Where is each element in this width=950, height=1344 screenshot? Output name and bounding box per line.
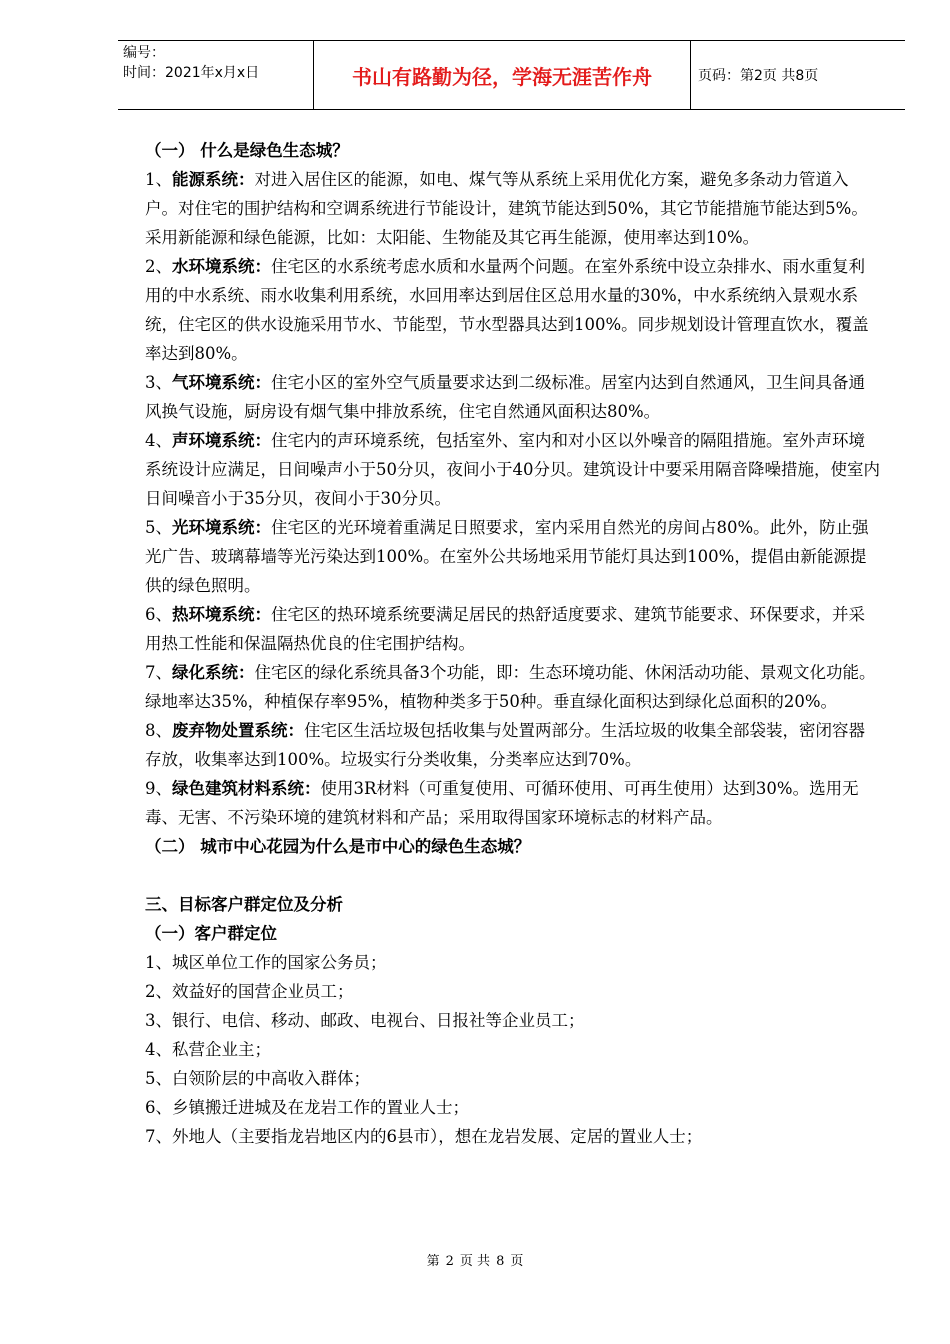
document-body [145,136,880,1151]
item-term: 绿化系统： [172,663,255,682]
page-number: 2 [445,1254,454,1269]
list-item: 5、光环境系统：住宅区的光环境着重满足日照要求，室内采用自然光的房间占80%。此外，防止强光广告、玻璃幕墙等光污染达到100%。在室外公共场地采用节能灯具达到100%，提倡由新能源提供的绿色照明。 [145,518,869,595]
list-item: 1、城区单位工作的国家公务员； [145,953,387,972]
header-motto: 书山有路勤为径，学海无涯苦作舟 [313,41,691,109]
list-item: 4、声环境系统：住宅内的声环境系统，包括室外、室内和对小区以外噪音的隔阻措施。室外声环境系统设计应满足，日间噪声小于50分贝，夜间小于40分贝。建筑设计中要采用隔音降噪措施，使室内日间噪音小于35分贝，夜间小于30分贝。 [145,431,880,508]
list-item: 4、私营企业主； [145,1040,271,1059]
item-term: 气环境系统： [172,373,271,392]
item-term: 热环境系统： [172,605,271,624]
list-item: 7、绿化系统：住宅区的绿化系统具备3个功能，即：生态环境功能、休闲活动功能、景观文化功能。绿地率达35%，种植保存率95%，植物种类多于50种。垂直绿化面积达到绿化总面积的20%。 [145,663,876,711]
list-item: 7、外地人（主要指龙岩地区内的6县市），想在龙岩发展、定居的置业人士； [145,1127,703,1146]
page-header [118,40,905,110]
page-total: 8 [496,1254,505,1269]
list-item: 1、能源系统：对进入居住区的能源，如电、煤气等从系统上采用优化方案，避免多条动力管道入户。对住宅的围护结构和空调系统进行节能设计，建筑节能达到50%，其它节能措施节能达到5%。采用新能源和绿色能源，比如：太阳能、生物能及其它再生能源，使用率达到10%。 [145,170,868,247]
item-term: 声环境系统： [172,431,271,450]
number-label: 编号： [123,45,165,61]
list-item: 5、白领阶层的中高收入群体； [145,1069,370,1088]
item-term: 废弃物处置系统： [172,721,304,740]
item-term: 能源系统： [172,170,255,189]
page-footer: 第 2 页 共 8 页 [426,1254,524,1269]
item-term: 绿色建筑材料系统： [172,779,321,798]
chapter-title: 三、目标客户群定位及分析 [145,895,343,914]
list-item: 9、绿色建筑材料系统：使用3R材料（可重复使用、可循环使用、可再生使用）达到30%。选用无毒、无害、不污染环境的建筑材料和产品；采用取得国家环境标志的材料产品。 [145,779,859,827]
section-title: （一）客户群定位 [145,924,277,943]
list-item: 2、水环境系统：住宅区的水系统考虑水质和水量两个问题。在室外系统中设立杂排水、雨水重复利用的中水系统、雨水收集利用系统，水回用率达到居住区总用水量的30%，中水系统纳入景观水系统，住宅区的供水设施采用节水、节能型，节水型器具达到100%。同步规划设计管理直饮水，覆盖率达到80%。 [145,257,869,363]
section-title: （二） 城市中心花园为什么是市中心的绿色生态城？ [145,837,531,856]
spacer [145,861,880,890]
list-item: 2、效益好的国营企业员工； [145,982,354,1001]
item-term: 光环境系统： [172,518,271,537]
list-item: 8、废弃物处置系统：住宅区生活垃圾包括收集与处置两部分。生活垃圾的收集全部袋装，密闭容器存放，收集率达到100%。垃圾实行分类收集，分类率应达到70%。 [145,721,865,769]
list-item: 6、热环境系统：住宅区的热环境系统要满足居民的热舒适度要求、建筑节能要求、环保要求，并采用热工性能和保温隔热优良的住宅围护结构。 [145,605,865,653]
list-item: 3、银行、电信、移动、邮政、电视台、日报社等企业员工； [145,1011,585,1030]
list-item: 3、气环境系统：住宅小区的室外空气质量要求达到二级标准。居室内达到自然通风，卫生间具备通风换气设施，厨房设有烟气集中排放系统，住宅自然通风面积达80%。 [145,373,865,421]
item-term: 水环境系统： [172,257,271,276]
header-page-label: 页码：第2页 共8页 [698,68,819,84]
section-title: （一） 什么是绿色生态城？ [145,141,349,160]
header-meta [118,41,313,109]
time-label: 时间：2021年x月x日 [123,65,260,81]
list-item: 6、乡镇搬迁进城及在龙岩工作的置业人士； [145,1098,469,1117]
